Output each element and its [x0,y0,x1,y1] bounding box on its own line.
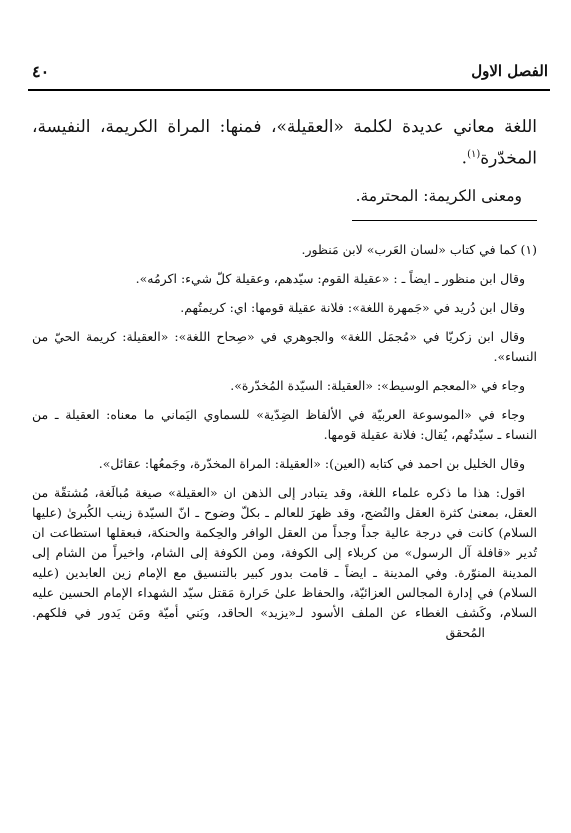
editor-comment [32,483,537,643]
footnote-quote: وقال ابن منظور ـ ايضاً ـ : «عقيلة القوم: سيّدهم، وعقيلة كلّ شيء: اكرمُه». [135,271,525,286]
main-paragraph-end: . [461,148,468,169]
footnote-quote: وقال ابن دُريد في «جَمهرة اللغة»: فلانة عقيلة قومها: اي: كريمتُهم. [180,300,525,315]
main-paragraph-2: ومعنى الكريمة: المحترمة. [355,186,522,205]
editor-comment-text: اقول: هذا ما ذكره علماء اللغة، وقد يتبادر إلى الذهن ان «العقيلة» صيغة مُبالَغة، مُشتقّة من العقل، بمعنىٰ كثرة العقل والنُضج، وقد ظهرَ للعالم ـ بكلّ وضوح ـ انّ السيّدة زينب الكُبرىٰ (عليها السلام) كانت في درجة عالية جداً وجداً من العقل الوافر والحِكمة والحنكة، فبعقلها استطاعت ان تُدير «قافلة آل الرسول» من كربلاء إلى الكوفة، ومن الكوفة إلى الشام، واخيراً من الشام إلى المدينة المنوّرة. وفي المدينة ـ ايضاً ـ قامت بدور كبير بالتنسيق مع الإمام زين العابدين (عليه السلام) في إدارة المجالس العزائيّة، والحفاظ علىٰ حَرارة مَقتل سيّد الشهداء الإمام الحسين عليه السلام، وكَشف الغطاء عن الملف الأسود لـ«يزيد» الحاقد، وبَني أميّة ومَن يَدور في فلكهم. [32,485,537,620]
footnote-reference: (١) [467,149,481,160]
editor-signature: المُحقق [445,625,485,640]
footnote-rule [352,220,537,221]
footnotes [32,240,537,652]
page-number: ٤٠ [32,62,50,81]
footnote-quote: وقال الخليل بن احمد في كتابه (العين): «العقيلة: المراة المخدّرة، وجَمعُها: عقائل». [98,456,525,471]
footnote-source: (١) كما في كتاب «لسان العَرب» لابن مَنظور. [301,242,537,257]
footnote-quote: وجاء في «الموسوعة العربيّة في الألفاظ الضِدّية» للسماوي اليَماني ما معناه: العقيلة ـ من النساء ـ سيّدتُهم، يُقال: فلانة عقيلة قومها. [32,407,537,442]
main-paragraph-text: اللغة معاني عديدة لكلمة «العقيلة»، فمنها: المراة الكريمة، النفيسة، المخدّرة [32,117,537,169]
main-paragraph [32,114,537,173]
footnote-quote: وجاء في «المعجم الوسيط»: «العقيلة: السيّدة المُخدّرة». [230,378,525,393]
page-header [32,62,548,88]
main-text [32,114,537,210]
chapter-title: الفصل الاول [471,62,548,80]
header-rule [28,89,550,91]
footnote-quote: وقال ابن زكريّا في «مُجمَل اللغة» والجوهري في «صِحاح اللغة»: «العقيلة: كريمة الحيّ من النساء». [32,329,537,364]
